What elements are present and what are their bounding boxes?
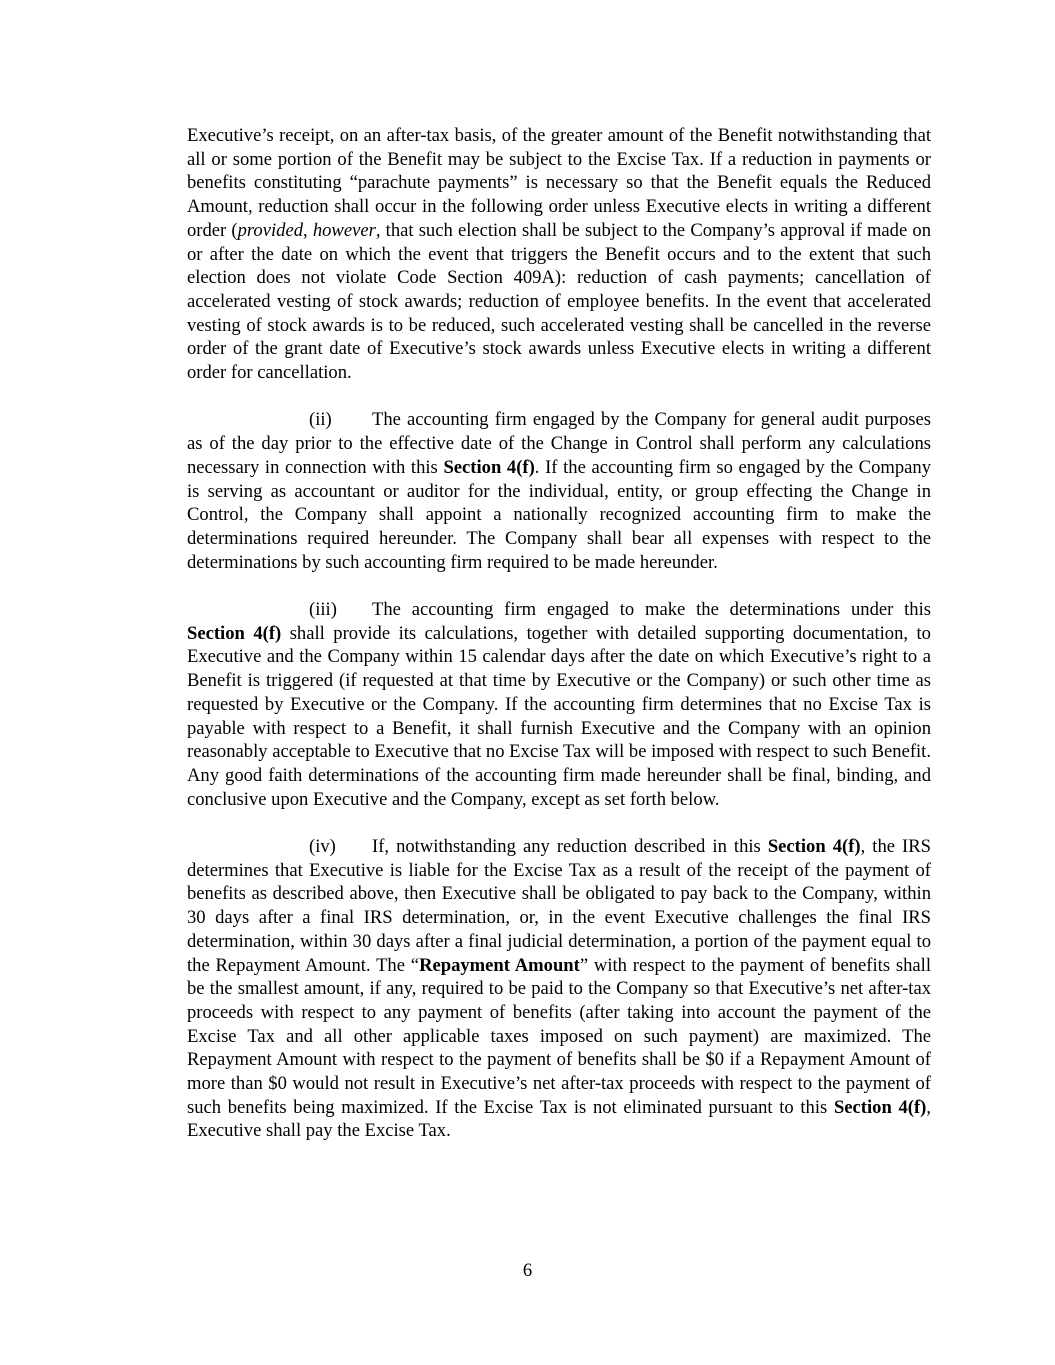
- text-run-bold: Section 4(f): [767, 836, 861, 858]
- paragraph-ii: [187, 408, 931, 574]
- text-run: The accounting firm engaged to make the determinations under this: [372, 599, 931, 621]
- text-run: If, notwithstanding any reduction described in this: [372, 836, 768, 858]
- text-run: , the IRS determines that Executive is liable for the Excise Tax as a result of the receipt of the payment of benefits as described above, then Executive shall be obligated to pay back to the Company, within 30 days after a final IRS determination, or, in the event Executive challenges the final IRS determination, within 30 days after a final judicial determination, a portion of the payment equal to the Repayment Amount. The “: [187, 836, 931, 976]
- paragraph-iii: [187, 598, 931, 811]
- text-run-italic: provided: [237, 219, 303, 241]
- text-run-bold: Section 4(f): [443, 456, 535, 478]
- text-run-italic: however: [312, 219, 376, 241]
- page-number: 6: [522, 1260, 533, 1281]
- text-run: The accounting firm engaged by the Company for general audit purposes as of the day prior to the effective date of the Change in Control shall perform any calculations necessary in connection with this: [187, 409, 931, 478]
- text-run: , Executive shall pay the Excise Tax.: [187, 1096, 931, 1142]
- text-run: shall provide its calculations, together with detailed supporting documentation, to Executive and the Company within 15 calendar days after the date on which Executive’s right to a Benefit is triggered (if requested at that time by Executive or the Company) or such other time as requested by Executive or the Company. If the accounting firm determines that no Excise Tax is payable with respect to a Benefit, it shall furnish Executive and the Company with an opinion reasonably acceptable to Executive that no Excise Tax will be imposed with respect to such Benefit. Any good faith determinations of the accounting firm made hereunder shall be final, binding, and conclusive upon Executive and the Company, except as set forth below.: [187, 622, 931, 810]
- paragraph-iv: [187, 835, 931, 1143]
- paragraph-continuation: [187, 124, 931, 385]
- text-run-bold: Section 4(f): [187, 622, 282, 644]
- text-run: ,: [303, 219, 313, 241]
- text-run: , that such election shall be subject to the Company’s approval if made on or after the date on which the event that triggers the Benefit occurs and to the extent that such election does not violate Code Section 409A): reduction of cash payments; cancellation of accelerated vesting of stock awards; reduction of employee benefits. In the event that accelerated vesting of stock awards is to be reduced, such accelerated vesting shall be cancelled in the reverse order of the grant date of Executive’s stock awards unless Executive elects in writing a different order for cancellation.: [187, 219, 931, 384]
- text-run-bold: Repayment Amount: [419, 954, 580, 976]
- text-run: . If the accounting firm so engaged by the Company is serving as accountant or auditor for the individual, entity, or group effecting the Change in Control, the Company shall appoint a nationally recognized accounting firm to make the determinations required hereunder. The Company shall bear all expenses with respect to the determinations by such accounting firm required to be made hereunder.: [187, 456, 931, 573]
- text-run: Executive’s receipt, on an after-tax basis, of the greater amount of the Benefit notwithstanding that all or some portion of the Benefit may be subject to the Excise Tax. If a reduction in payments or benefits constituting “parachute payments” is necessary so that the Benefit equals the Reduced Amount, reduction shall occur in the following order unless Executive elects in writing a different order (: [187, 125, 931, 241]
- text-run-bold: Section 4(f): [833, 1096, 927, 1118]
- paragraph-number: (iii): [309, 599, 337, 621]
- paragraph-number: (iv): [309, 836, 336, 858]
- text-run: ” with respect to the payment of benefits shall be the smallest amount, if any, required to be paid to the Company so that Executive’s net after-tax proceeds with respect to any payment of benefits (after taking into account the payment of the Excise Tax and all other applicable taxes imposed on such payment) are maximized. The Repayment Amount with respect to the payment of benefits shall be $0 if a Repayment Amount of more than $0 would not result in Executive’s net after-tax proceeds with respect to the payment of such benefits being maximized. If the Excise Tax is not eliminated pursuant to this: [187, 954, 931, 1118]
- paragraph-number: (ii): [309, 409, 332, 431]
- document-body: [187, 124, 931, 1143]
